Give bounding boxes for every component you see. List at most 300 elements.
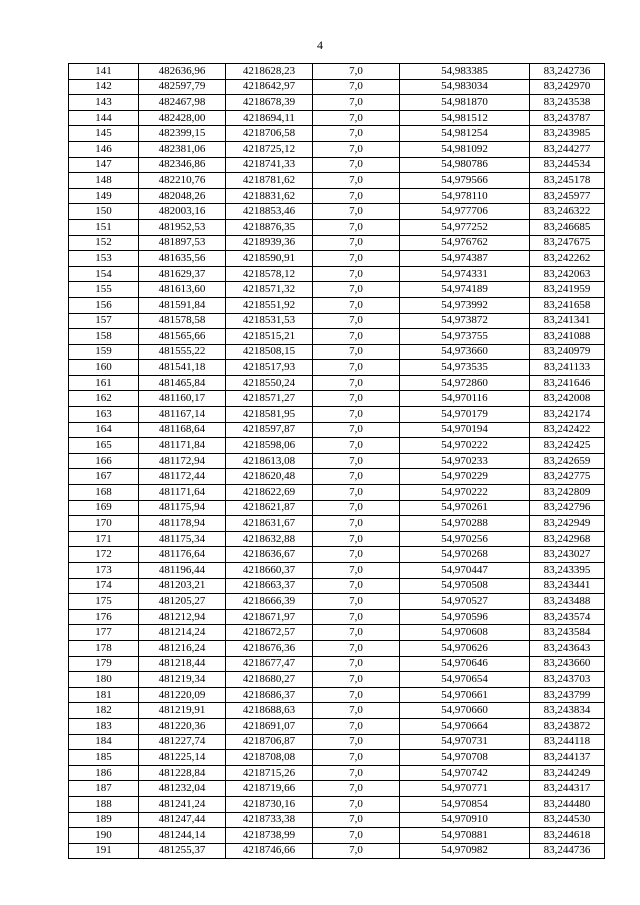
longitude-cell: 83,241133 xyxy=(530,360,605,376)
latitude-cell: 54,970664 xyxy=(400,718,530,734)
value-cell: 7,0 xyxy=(313,204,400,220)
x-coordinate-cell: 481219,91 xyxy=(139,703,226,719)
value-cell: 7,0 xyxy=(313,110,400,126)
y-coordinate-cell: 4218708,08 xyxy=(226,750,313,766)
y-coordinate-cell: 4218515,21 xyxy=(226,329,313,345)
y-coordinate-cell: 4218876,35 xyxy=(226,219,313,235)
x-coordinate-cell: 482399,15 xyxy=(139,126,226,142)
x-coordinate-cell: 481232,04 xyxy=(139,781,226,797)
point-number-cell: 181 xyxy=(69,687,139,703)
table-row xyxy=(69,297,605,313)
longitude-cell: 83,241658 xyxy=(530,297,605,313)
x-coordinate-cell: 481203,21 xyxy=(139,578,226,594)
longitude-cell: 83,243643 xyxy=(530,640,605,656)
y-coordinate-cell: 4218508,15 xyxy=(226,344,313,360)
point-number-cell: 174 xyxy=(69,578,139,594)
table-row xyxy=(69,828,605,844)
table-row xyxy=(69,625,605,641)
x-coordinate-cell: 481196,44 xyxy=(139,563,226,579)
longitude-cell: 83,244317 xyxy=(530,781,605,797)
point-number-cell: 161 xyxy=(69,375,139,391)
longitude-cell: 83,243574 xyxy=(530,609,605,625)
latitude-cell: 54,972860 xyxy=(400,375,530,391)
x-coordinate-cell: 481218,44 xyxy=(139,656,226,672)
point-number-cell: 145 xyxy=(69,126,139,142)
latitude-cell: 54,970256 xyxy=(400,531,530,547)
value-cell: 7,0 xyxy=(313,173,400,189)
latitude-cell: 54,970771 xyxy=(400,781,530,797)
table-row xyxy=(69,453,605,469)
point-number-cell: 155 xyxy=(69,282,139,298)
point-number-cell: 154 xyxy=(69,266,139,282)
x-coordinate-cell: 482428,00 xyxy=(139,110,226,126)
longitude-cell: 83,243660 xyxy=(530,656,605,672)
y-coordinate-cell: 4218719,66 xyxy=(226,781,313,797)
x-coordinate-cell: 482597,79 xyxy=(139,79,226,95)
longitude-cell: 83,243787 xyxy=(530,110,605,126)
value-cell: 7,0 xyxy=(313,235,400,251)
table-row xyxy=(69,235,605,251)
table-row xyxy=(69,282,605,298)
value-cell: 7,0 xyxy=(313,687,400,703)
x-coordinate-cell: 481178,94 xyxy=(139,516,226,532)
longitude-cell: 83,242736 xyxy=(530,64,605,80)
latitude-cell: 54,970229 xyxy=(400,469,530,485)
y-coordinate-cell: 4218663,37 xyxy=(226,578,313,594)
point-number-cell: 182 xyxy=(69,703,139,719)
longitude-cell: 83,243395 xyxy=(530,563,605,579)
table-row xyxy=(69,141,605,157)
y-coordinate-cell: 4218590,91 xyxy=(226,251,313,267)
longitude-cell: 83,243799 xyxy=(530,687,605,703)
table-row xyxy=(69,734,605,750)
x-coordinate-cell: 481171,84 xyxy=(139,438,226,454)
x-coordinate-cell: 481227,74 xyxy=(139,734,226,750)
latitude-cell: 54,981254 xyxy=(400,126,530,142)
x-coordinate-cell: 481167,14 xyxy=(139,407,226,423)
table-row xyxy=(69,219,605,235)
y-coordinate-cell: 4218578,12 xyxy=(226,266,313,282)
y-coordinate-cell: 4218517,93 xyxy=(226,360,313,376)
x-coordinate-cell: 481220,09 xyxy=(139,687,226,703)
y-coordinate-cell: 4218636,67 xyxy=(226,547,313,563)
y-coordinate-cell: 4218613,08 xyxy=(226,453,313,469)
x-coordinate-cell: 481635,56 xyxy=(139,251,226,267)
longitude-cell: 83,243985 xyxy=(530,126,605,142)
longitude-cell: 83,246322 xyxy=(530,204,605,220)
y-coordinate-cell: 4218733,38 xyxy=(226,812,313,828)
value-cell: 7,0 xyxy=(313,547,400,563)
x-coordinate-cell: 481897,53 xyxy=(139,235,226,251)
table-row xyxy=(69,126,605,142)
longitude-cell: 83,244736 xyxy=(530,843,605,859)
point-number-cell: 187 xyxy=(69,781,139,797)
point-number-cell: 165 xyxy=(69,438,139,454)
table-row xyxy=(69,422,605,438)
point-number-cell: 146 xyxy=(69,141,139,157)
point-number-cell: 183 xyxy=(69,718,139,734)
point-number-cell: 153 xyxy=(69,251,139,267)
y-coordinate-cell: 4218671,97 xyxy=(226,609,313,625)
value-cell: 7,0 xyxy=(313,672,400,688)
table-row xyxy=(69,313,605,329)
y-coordinate-cell: 4218715,26 xyxy=(226,765,313,781)
latitude-cell: 54,973992 xyxy=(400,297,530,313)
table-row xyxy=(69,375,605,391)
longitude-cell: 83,242174 xyxy=(530,407,605,423)
longitude-cell: 83,243027 xyxy=(530,547,605,563)
longitude-cell: 83,244277 xyxy=(530,141,605,157)
value-cell: 7,0 xyxy=(313,750,400,766)
x-coordinate-cell: 482048,26 xyxy=(139,188,226,204)
x-coordinate-cell: 481220,36 xyxy=(139,718,226,734)
latitude-cell: 54,981512 xyxy=(400,110,530,126)
x-coordinate-cell: 481219,34 xyxy=(139,672,226,688)
x-coordinate-cell: 482346,86 xyxy=(139,157,226,173)
latitude-cell: 54,970660 xyxy=(400,703,530,719)
table-row xyxy=(69,110,605,126)
y-coordinate-cell: 4218631,67 xyxy=(226,516,313,532)
latitude-cell: 54,970268 xyxy=(400,547,530,563)
longitude-cell: 83,242809 xyxy=(530,485,605,501)
value-cell: 7,0 xyxy=(313,126,400,142)
table-row xyxy=(69,812,605,828)
latitude-cell: 54,970646 xyxy=(400,656,530,672)
point-number-cell: 151 xyxy=(69,219,139,235)
longitude-cell: 83,244618 xyxy=(530,828,605,844)
value-cell: 7,0 xyxy=(313,765,400,781)
latitude-cell: 54,981870 xyxy=(400,95,530,111)
value-cell: 7,0 xyxy=(313,843,400,859)
x-coordinate-cell: 481591,84 xyxy=(139,297,226,313)
latitude-cell: 54,974189 xyxy=(400,282,530,298)
value-cell: 7,0 xyxy=(313,656,400,672)
point-number-cell: 169 xyxy=(69,500,139,516)
point-number-cell: 147 xyxy=(69,157,139,173)
latitude-cell: 54,981092 xyxy=(400,141,530,157)
x-coordinate-cell: 482210,76 xyxy=(139,173,226,189)
y-coordinate-cell: 4218939,36 xyxy=(226,235,313,251)
value-cell: 7,0 xyxy=(313,828,400,844)
longitude-cell: 83,241341 xyxy=(530,313,605,329)
longitude-cell: 83,243703 xyxy=(530,672,605,688)
longitude-cell: 83,241088 xyxy=(530,329,605,345)
value-cell: 7,0 xyxy=(313,251,400,267)
latitude-cell: 54,970288 xyxy=(400,516,530,532)
value-cell: 7,0 xyxy=(313,188,400,204)
longitude-cell: 83,243488 xyxy=(530,594,605,610)
y-coordinate-cell: 4218642,97 xyxy=(226,79,313,95)
longitude-cell: 83,242262 xyxy=(530,251,605,267)
y-coordinate-cell: 4218622,69 xyxy=(226,485,313,501)
point-number-cell: 164 xyxy=(69,422,139,438)
value-cell: 7,0 xyxy=(313,469,400,485)
point-number-cell: 150 xyxy=(69,204,139,220)
y-coordinate-cell: 4218678,39 xyxy=(226,95,313,111)
table-row xyxy=(69,485,605,501)
x-coordinate-cell: 482636,96 xyxy=(139,64,226,80)
point-number-cell: 176 xyxy=(69,609,139,625)
x-coordinate-cell: 481247,44 xyxy=(139,812,226,828)
latitude-cell: 54,973872 xyxy=(400,313,530,329)
table-row xyxy=(69,718,605,734)
value-cell: 7,0 xyxy=(313,79,400,95)
x-coordinate-cell: 481255,37 xyxy=(139,843,226,859)
point-number-cell: 168 xyxy=(69,485,139,501)
latitude-cell: 54,970982 xyxy=(400,843,530,859)
point-number-cell: 158 xyxy=(69,329,139,345)
longitude-cell: 83,242949 xyxy=(530,516,605,532)
latitude-cell: 54,970233 xyxy=(400,453,530,469)
x-coordinate-cell: 481578,58 xyxy=(139,313,226,329)
y-coordinate-cell: 4218581,95 xyxy=(226,407,313,423)
longitude-cell: 83,242425 xyxy=(530,438,605,454)
longitude-cell: 83,243538 xyxy=(530,95,605,111)
latitude-cell: 54,970654 xyxy=(400,672,530,688)
point-number-cell: 179 xyxy=(69,656,139,672)
y-coordinate-cell: 4218551,92 xyxy=(226,297,313,313)
latitude-cell: 54,970854 xyxy=(400,796,530,812)
x-coordinate-cell: 481228,84 xyxy=(139,765,226,781)
table-row xyxy=(69,531,605,547)
point-number-cell: 191 xyxy=(69,843,139,859)
y-coordinate-cell: 4218730,16 xyxy=(226,796,313,812)
latitude-cell: 54,978110 xyxy=(400,188,530,204)
longitude-cell: 83,243441 xyxy=(530,578,605,594)
x-coordinate-cell: 481175,34 xyxy=(139,531,226,547)
point-number-cell: 167 xyxy=(69,469,139,485)
value-cell: 7,0 xyxy=(313,703,400,719)
x-coordinate-cell: 481175,94 xyxy=(139,500,226,516)
longitude-cell: 83,242796 xyxy=(530,500,605,516)
point-number-cell: 156 xyxy=(69,297,139,313)
value-cell: 7,0 xyxy=(313,516,400,532)
y-coordinate-cell: 4218628,23 xyxy=(226,64,313,80)
point-number-cell: 142 xyxy=(69,79,139,95)
longitude-cell: 83,242775 xyxy=(530,469,605,485)
longitude-cell: 83,247675 xyxy=(530,235,605,251)
x-coordinate-cell: 481225,14 xyxy=(139,750,226,766)
table-row xyxy=(69,188,605,204)
latitude-cell: 54,970731 xyxy=(400,734,530,750)
point-number-cell: 143 xyxy=(69,95,139,111)
latitude-cell: 54,970608 xyxy=(400,625,530,641)
longitude-cell: 83,242008 xyxy=(530,391,605,407)
latitude-cell: 54,983385 xyxy=(400,64,530,80)
y-coordinate-cell: 4218680,27 xyxy=(226,672,313,688)
latitude-cell: 54,977706 xyxy=(400,204,530,220)
table-row xyxy=(69,500,605,516)
value-cell: 7,0 xyxy=(313,485,400,501)
point-number-cell: 186 xyxy=(69,765,139,781)
x-coordinate-cell: 481205,27 xyxy=(139,594,226,610)
table-row xyxy=(69,765,605,781)
y-coordinate-cell: 4218688,63 xyxy=(226,703,313,719)
latitude-cell: 54,970261 xyxy=(400,500,530,516)
value-cell: 7,0 xyxy=(313,734,400,750)
y-coordinate-cell: 4218725,12 xyxy=(226,141,313,157)
longitude-cell: 83,242970 xyxy=(530,79,605,95)
y-coordinate-cell: 4218660,37 xyxy=(226,563,313,579)
latitude-cell: 54,973660 xyxy=(400,344,530,360)
latitude-cell: 54,970661 xyxy=(400,687,530,703)
longitude-cell: 83,243584 xyxy=(530,625,605,641)
x-coordinate-cell: 481172,94 xyxy=(139,453,226,469)
y-coordinate-cell: 4218550,24 xyxy=(226,375,313,391)
latitude-cell: 54,977252 xyxy=(400,219,530,235)
longitude-cell: 83,246685 xyxy=(530,219,605,235)
value-cell: 7,0 xyxy=(313,640,400,656)
value-cell: 7,0 xyxy=(313,282,400,298)
y-coordinate-cell: 4218781,62 xyxy=(226,173,313,189)
value-cell: 7,0 xyxy=(313,718,400,734)
latitude-cell: 54,970742 xyxy=(400,765,530,781)
table-row xyxy=(69,781,605,797)
latitude-cell: 54,976762 xyxy=(400,235,530,251)
table-row xyxy=(69,407,605,423)
value-cell: 7,0 xyxy=(313,141,400,157)
table-row xyxy=(69,344,605,360)
y-coordinate-cell: 4218666,39 xyxy=(226,594,313,610)
table-row xyxy=(69,609,605,625)
latitude-cell: 54,970179 xyxy=(400,407,530,423)
y-coordinate-cell: 4218598,06 xyxy=(226,438,313,454)
latitude-cell: 54,970527 xyxy=(400,594,530,610)
longitude-cell: 83,242659 xyxy=(530,453,605,469)
value-cell: 7,0 xyxy=(313,453,400,469)
x-coordinate-cell: 481172,44 xyxy=(139,469,226,485)
value-cell: 7,0 xyxy=(313,266,400,282)
longitude-cell: 83,244118 xyxy=(530,734,605,750)
latitude-cell: 54,979566 xyxy=(400,173,530,189)
x-coordinate-cell: 481241,24 xyxy=(139,796,226,812)
point-number-cell: 159 xyxy=(69,344,139,360)
latitude-cell: 54,973755 xyxy=(400,329,530,345)
y-coordinate-cell: 4218853,46 xyxy=(226,204,313,220)
x-coordinate-cell: 481212,94 xyxy=(139,609,226,625)
point-number-cell: 144 xyxy=(69,110,139,126)
table-row xyxy=(69,640,605,656)
y-coordinate-cell: 4218620,48 xyxy=(226,469,313,485)
y-coordinate-cell: 4218531,53 xyxy=(226,313,313,329)
x-coordinate-cell: 481613,60 xyxy=(139,282,226,298)
x-coordinate-cell: 481244,14 xyxy=(139,828,226,844)
value-cell: 7,0 xyxy=(313,360,400,376)
point-number-cell: 148 xyxy=(69,173,139,189)
y-coordinate-cell: 4218621,87 xyxy=(226,500,313,516)
y-coordinate-cell: 4218632,88 xyxy=(226,531,313,547)
point-number-cell: 149 xyxy=(69,188,139,204)
value-cell: 7,0 xyxy=(313,329,400,345)
point-number-cell: 188 xyxy=(69,796,139,812)
longitude-cell: 83,243872 xyxy=(530,718,605,734)
value-cell: 7,0 xyxy=(313,313,400,329)
latitude-cell: 54,970222 xyxy=(400,485,530,501)
table-row xyxy=(69,750,605,766)
point-number-cell: 173 xyxy=(69,563,139,579)
latitude-cell: 54,970222 xyxy=(400,438,530,454)
y-coordinate-cell: 4218741,33 xyxy=(226,157,313,173)
point-number-cell: 175 xyxy=(69,594,139,610)
x-coordinate-cell: 482467,98 xyxy=(139,95,226,111)
table-row xyxy=(69,173,605,189)
point-number-cell: 172 xyxy=(69,547,139,563)
table-row xyxy=(69,578,605,594)
y-coordinate-cell: 4218694,11 xyxy=(226,110,313,126)
value-cell: 7,0 xyxy=(313,812,400,828)
x-coordinate-cell: 481629,37 xyxy=(139,266,226,282)
table-row xyxy=(69,266,605,282)
longitude-cell: 83,240979 xyxy=(530,344,605,360)
y-coordinate-cell: 4218738,99 xyxy=(226,828,313,844)
value-cell: 7,0 xyxy=(313,422,400,438)
table-row xyxy=(69,360,605,376)
x-coordinate-cell: 481952,53 xyxy=(139,219,226,235)
x-coordinate-cell: 481160,17 xyxy=(139,391,226,407)
table-row xyxy=(69,251,605,267)
x-coordinate-cell: 481216,24 xyxy=(139,640,226,656)
latitude-cell: 54,970508 xyxy=(400,578,530,594)
point-number-cell: 166 xyxy=(69,453,139,469)
longitude-cell: 83,245178 xyxy=(530,173,605,189)
longitude-cell: 83,244530 xyxy=(530,812,605,828)
latitude-cell: 54,973535 xyxy=(400,360,530,376)
table-row xyxy=(69,843,605,859)
point-number-cell: 163 xyxy=(69,407,139,423)
page-number: 4 xyxy=(317,38,323,52)
point-number-cell: 152 xyxy=(69,235,139,251)
table-row xyxy=(69,516,605,532)
latitude-cell: 54,970881 xyxy=(400,828,530,844)
table-row xyxy=(69,563,605,579)
point-number-cell: 177 xyxy=(69,625,139,641)
x-coordinate-cell: 481176,64 xyxy=(139,547,226,563)
table-row xyxy=(69,391,605,407)
value-cell: 7,0 xyxy=(313,500,400,516)
value-cell: 7,0 xyxy=(313,609,400,625)
y-coordinate-cell: 4218691,07 xyxy=(226,718,313,734)
x-coordinate-cell: 481214,24 xyxy=(139,625,226,641)
table-row xyxy=(69,594,605,610)
table-row xyxy=(69,469,605,485)
point-number-cell: 141 xyxy=(69,64,139,80)
longitude-cell: 83,242063 xyxy=(530,266,605,282)
y-coordinate-cell: 4218571,32 xyxy=(226,282,313,298)
longitude-cell: 83,244137 xyxy=(530,750,605,766)
point-number-cell: 157 xyxy=(69,313,139,329)
value-cell: 7,0 xyxy=(313,531,400,547)
x-coordinate-cell: 482381,06 xyxy=(139,141,226,157)
longitude-cell: 83,242422 xyxy=(530,422,605,438)
y-coordinate-cell: 4218672,57 xyxy=(226,625,313,641)
x-coordinate-cell: 481555,22 xyxy=(139,344,226,360)
x-coordinate-cell: 481168,64 xyxy=(139,422,226,438)
longitude-cell: 83,241646 xyxy=(530,375,605,391)
x-coordinate-cell: 481565,66 xyxy=(139,329,226,345)
longitude-cell: 83,244534 xyxy=(530,157,605,173)
coordinates-table-body xyxy=(69,64,605,859)
point-number-cell: 160 xyxy=(69,360,139,376)
latitude-cell: 54,974387 xyxy=(400,251,530,267)
table-row xyxy=(69,547,605,563)
x-coordinate-cell: 481465,84 xyxy=(139,375,226,391)
point-number-cell: 184 xyxy=(69,734,139,750)
longitude-cell: 83,243834 xyxy=(530,703,605,719)
latitude-cell: 54,983034 xyxy=(400,79,530,95)
longitude-cell: 83,244480 xyxy=(530,796,605,812)
y-coordinate-cell: 4218597,87 xyxy=(226,422,313,438)
longitude-cell: 83,242968 xyxy=(530,531,605,547)
